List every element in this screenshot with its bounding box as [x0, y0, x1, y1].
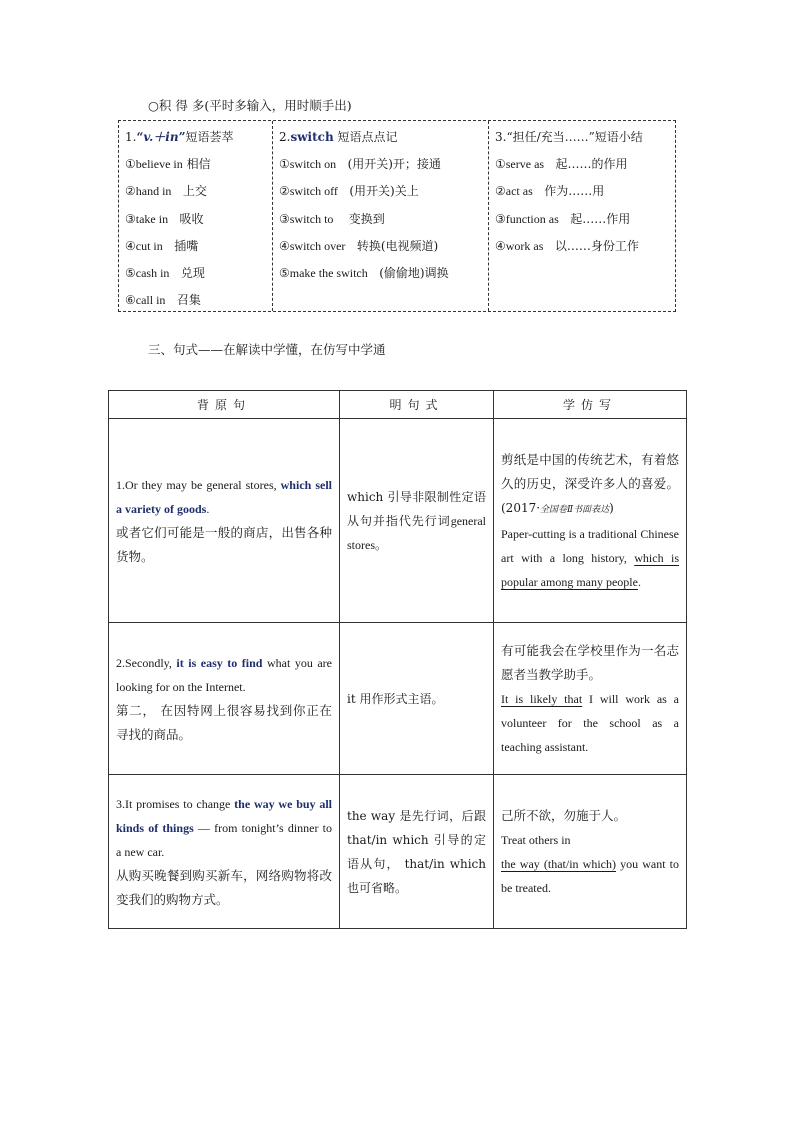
item-cn: (偷偷地)调换 [379, 266, 449, 281]
imitation-text: Treat others in [501, 832, 571, 847]
item-en: act as [505, 184, 533, 199]
title-num: 1. [125, 130, 137, 144]
original-highlight: which sell a variety of goods [116, 477, 332, 516]
imitation-source: ) [609, 500, 614, 515]
item-en: cut in [135, 238, 163, 253]
item-num: ① [495, 157, 506, 172]
phrase-item [279, 233, 488, 260]
original-translation: 第二， 在因特网上很容易找到你正在寻找的商品。 [116, 702, 332, 742]
pattern-cell [340, 419, 494, 623]
item-en: switch over [289, 238, 346, 253]
item-num: ④ [125, 238, 136, 253]
phrase-item [279, 206, 488, 233]
table-header-row [109, 391, 687, 419]
item-cn: 作为……用 [544, 184, 605, 199]
title-quote: ” [178, 130, 186, 144]
item-cn: (用开关)开；接通 [347, 157, 441, 172]
item-en: make the switch [289, 266, 368, 281]
phrase-item [125, 233, 272, 260]
item-en: serve as [505, 157, 545, 172]
item-en: switch on [289, 157, 337, 172]
original-text: 3.It promises to change [116, 796, 235, 811]
item-en: take in [135, 211, 169, 226]
header-pattern: 明句式 [340, 391, 494, 419]
item-num: ③ [279, 211, 290, 226]
phrase-column-title [125, 124, 272, 151]
item-num: ① [279, 157, 290, 172]
imitation-text: you want to be treated. [501, 856, 679, 895]
pattern-text: which 引导非限制性定语从句并指代先行词 [347, 489, 486, 528]
pattern-text: 。 [375, 537, 388, 552]
phrase-item [495, 151, 675, 178]
accumulate-heading [148, 96, 352, 114]
title-quote: “ [136, 130, 144, 144]
title-formula: v.＋in [143, 130, 179, 144]
phrase-column-1 [119, 121, 272, 311]
imitation-source: (2017· [501, 500, 541, 515]
item-cn: 变换到 [348, 211, 385, 226]
item-en: switch off [289, 184, 338, 199]
title-rest: 短语点点记 [337, 130, 398, 144]
item-cn: 起……的作用 [555, 157, 628, 172]
phrase-column-3 [488, 121, 675, 311]
imitation-answer: It is likely that [501, 691, 583, 706]
imitation-answer: which is popular among many people [501, 550, 679, 589]
original-text: 2.Secondly, [116, 655, 177, 670]
original-sentence-cell [109, 775, 340, 929]
original-highlight: the way we buy all kinds of things [116, 796, 332, 835]
phrase-column-2 [272, 121, 488, 311]
phrase-item [279, 178, 488, 205]
original-highlight: it is easy to find [176, 655, 263, 670]
item-cn: 兑现 [180, 266, 205, 281]
imitation-prompt: 剪纸是中国的传统艺术，有着悠久的历史，深受许多人的喜爱。 [501, 451, 679, 491]
item-cn: 起……作用 [570, 211, 631, 226]
phrase-column-title [279, 124, 488, 151]
item-cn: 以……身份工作 [554, 238, 639, 253]
imitation-text: I will work as a volunteer for the school as a teaching assistant. [501, 691, 679, 754]
circle-bullet-icon: ○ [148, 98, 159, 113]
title-word: switch [290, 130, 334, 144]
imitation-cell [494, 623, 687, 775]
header-original: 背原句 [109, 391, 340, 419]
title-rest: 短语荟萃 [185, 130, 234, 144]
item-num: ③ [125, 211, 136, 226]
phrase-item [279, 151, 488, 178]
item-en: switch to [289, 211, 334, 226]
original-text: what you are looking for on the Internet. [116, 655, 332, 694]
pattern-cell [340, 775, 494, 929]
item-num: ④ [495, 238, 506, 253]
item-num: ⑥ [125, 293, 136, 308]
pattern-text: it 用作形式主语。 [347, 691, 444, 706]
phrase-item [495, 206, 675, 233]
phrase-item [125, 287, 272, 314]
original-sentence-cell [109, 419, 340, 623]
item-en: call in [135, 293, 166, 308]
table-row [109, 623, 687, 775]
item-num: ② [279, 184, 290, 199]
sentence-table [108, 390, 687, 929]
original-text: 1.Or they may be general stores, [116, 477, 281, 492]
phrase-box [118, 120, 676, 312]
item-num: ① [125, 157, 136, 172]
phrase-item [495, 233, 675, 260]
imitation-source: 全国卷Ⅱ书面表达 [540, 504, 610, 515]
item-en: function as [505, 211, 559, 226]
item-num: ③ [495, 211, 506, 226]
item-cn: 上交 [182, 184, 207, 199]
item-en: believe in [135, 157, 183, 172]
item-num: ⑤ [125, 266, 136, 281]
item-en: hand in [135, 184, 172, 199]
header-imitation: 学仿写 [494, 391, 687, 419]
phrase-item [279, 260, 488, 287]
imitation-cell [494, 775, 687, 929]
imitation-text: Paper-cutting is a traditional Chinese art with a long history, [501, 526, 679, 565]
sentence-section-heading: 三、句式——在解读中学懂，在仿写中学通 [148, 342, 386, 357]
pattern-text: the way 是先行词，后跟 that/in which 引导的定语从句， that/in which 也可省略。 [347, 808, 486, 895]
pattern-cell [340, 623, 494, 775]
table-row [109, 775, 687, 929]
phrase-item [495, 178, 675, 205]
original-sentence-cell [109, 623, 340, 775]
accumulate-heading-text: 积 得 多(平时多输入，用时顺手出) [158, 98, 352, 113]
original-text: — from tonight’s dinner to a new car. [116, 820, 332, 859]
item-num: ② [495, 184, 506, 199]
phrase-item [125, 260, 272, 287]
imitation-prompt: 己所不欲，勿施于人。 [501, 807, 627, 823]
title-num: 2. [279, 130, 291, 144]
imitation-text: . [637, 574, 641, 589]
original-translation: 从购买晚餐到购买新车，网络购物将改变我们的购物方式。 [116, 867, 332, 907]
phrase-item [125, 206, 272, 233]
item-num: ② [125, 184, 136, 199]
imitation-prompt: 有可能我会在学校里作为一名志愿者当教学助手。 [501, 642, 679, 682]
item-en: work as [505, 238, 544, 253]
table-row [109, 419, 687, 623]
item-cn: 召集 [176, 293, 201, 308]
phrase-item [125, 178, 272, 205]
item-num: ⑤ [279, 266, 290, 281]
phrase-item [125, 151, 272, 178]
phrase-column-title: 3.“担任/充当……”短语小结 [495, 130, 643, 144]
original-translation: 或者它们可能是一般的商店，出售各种货物。 [116, 524, 332, 564]
original-text: . [206, 501, 210, 516]
item-cn: (用开关)关上 [349, 184, 419, 199]
pattern-text: general stores [347, 513, 486, 552]
item-en: cash in [135, 266, 170, 281]
item-cn: 相信 [186, 157, 211, 172]
item-cn: 吸收 [179, 211, 204, 226]
item-num: ④ [279, 238, 290, 253]
item-cn: 转换(电视频道) [356, 238, 439, 253]
imitation-cell [494, 419, 687, 623]
item-cn: 插嘴 [174, 238, 199, 253]
imitation-answer: the way (that/in which) [501, 856, 616, 871]
